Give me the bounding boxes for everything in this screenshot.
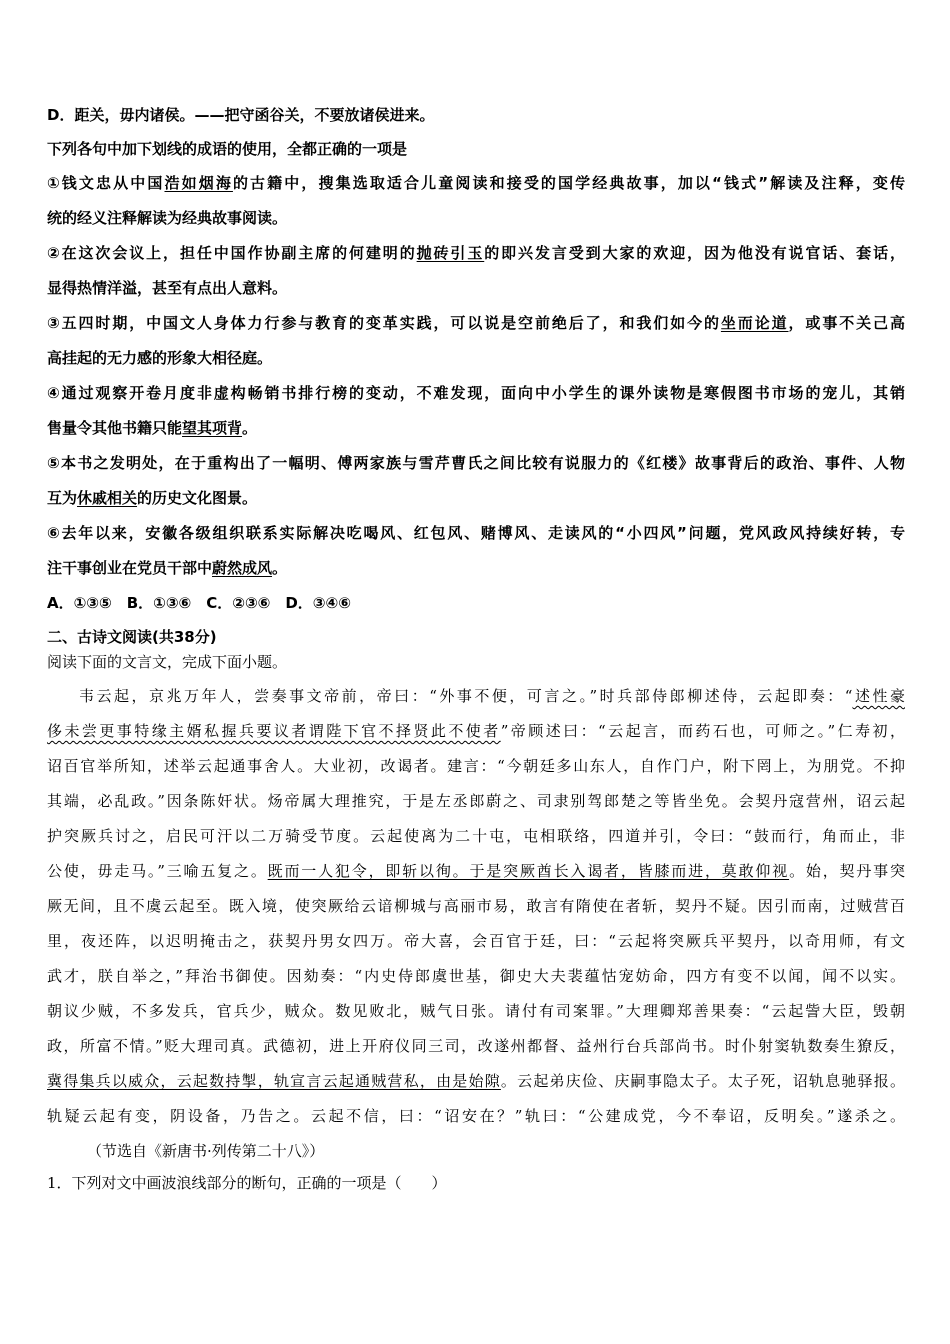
section-title: 二、古诗文阅读(共38分) bbox=[47, 628, 217, 646]
passage-source: （节选自《新唐书·列传第二十八》） bbox=[87, 1142, 325, 1160]
question-stem: 下列各句中加下划线的成语的使用，全都正确的一项是 bbox=[47, 140, 408, 158]
passage-line-2: 侈未尝更事特缘主婿私握兵要议者谓陛下官不择贤此不使者”帝顾述曰：“云起言，而药石也，可师之。”仁寿初， bbox=[47, 722, 905, 740]
passage-line-3: 诏百官举所知，述举云起通事舍人。大业初，改谒者。建言：“今朝廷多山东人，自作门户，附下罔上，为朋党。不抑 bbox=[47, 757, 905, 775]
passage-line-7: 厥无间，且不虞云起至。既入境，使突厥给云谙柳城与高丽市易，敢言有隋使在者斩，契丹不疑。因引而南，过贼营百 bbox=[47, 897, 905, 915]
wavy-segment-1: 述性豪 bbox=[852, 687, 905, 705]
idiom-3: 坐而论道 bbox=[720, 314, 789, 332]
idiom-1: 浩如烟海 bbox=[164, 174, 233, 192]
idiom-4: 望其项背 bbox=[182, 419, 243, 437]
question-1: 1．下列对文中画波浪线部分的断句，正确的一项是（ ） bbox=[47, 1174, 447, 1192]
passage-line-9: 武才，朕自举之，”拜治书御使。因劾奏：“内史侍郎虞世基，御史大夫裴蕴怙宠妨命，四方有变不以闻，闻不以实。 bbox=[47, 967, 905, 985]
sentence-6-cont: 注干事创业在党员干部中蔚然成风。 bbox=[47, 559, 288, 577]
passage-line-8: 里，夜还阵，以迟明掩击之，获契丹男女四万。帝大喜，会百官于廷，曰：“云起将突厥兵平契丹，以奇用师，有文 bbox=[47, 932, 905, 950]
idiom-5: 休戚相关 bbox=[77, 489, 138, 507]
option-d-previous: D．距关，毋内诸侯。——把守函谷关，不要放诸侯进来。 bbox=[47, 106, 435, 124]
passage-line-6: 公使，毋走马。”三喻五复之。既而一人犯令，即斩以徇。于是突厥酋长入谒者，皆膝而进，莫敢仰视。始，契丹事突 bbox=[47, 862, 905, 880]
section-instruction: 阅读下面的文言文，完成下面小题。 bbox=[47, 653, 288, 671]
idiom-6: 蔚然成风 bbox=[212, 559, 273, 577]
passage-line-13: 轨疑云起有变，阴设备，乃告之。云起不信，曰：“诏安在？”轨曰：“公建成党，今不奉诏，反明矣。”遂杀之。 bbox=[47, 1107, 905, 1125]
sentence-3: ③五四时期，中国文人身体力行参与教育的变革实践，可以说是空前绝后了，和我们如今的坐而论道，或事不关己高 bbox=[47, 314, 905, 332]
sentence-1: ①钱文忠从中国浩如烟海的古籍中，搜集选取适合儿童阅读和接受的国学经典故事，加以“钱式”解读及注释，变传 bbox=[47, 174, 905, 192]
underlined-sentence-1: 既而一人犯令，即斩以徇。于是突厥酋长入谒者，皆膝而进，莫敢仰视 bbox=[267, 862, 790, 880]
passage-line-12: 冀得集兵以威众，云起数持掣，轨宣言云起通贼营私，由是始隙。云起弟庆俭、庆嗣事隐太子。太子死，诏轨息驰驿报。 bbox=[47, 1072, 905, 1090]
underlined-sentence-2: 冀得集兵以威众，云起数持掣，轨宣言云起通贼营私，由是始隙 bbox=[47, 1072, 501, 1090]
sentence-4-cont: 售量令其他书籍只能望其项背。 bbox=[47, 419, 258, 437]
passage-line-11: 政，所富不情。”贬大理司真。武德初，进上开府仪同三司，改遂州都督、益州行台兵部尚书。时仆射窦轨数奏生獠反， bbox=[47, 1037, 905, 1055]
passage-line-5: 护突厥兵讨之，启民可汗以二万骑受节度。云起使离为二十屯，屯相联络，四道并引，令曰：“鼓而行，角而止，非 bbox=[47, 827, 905, 845]
sentence-4: ④通过观察开卷月度非虚构畅销书排行榜的变动，不难发现，面向中小学生的课外读物是寒假图书市场的宠儿，其销 bbox=[47, 384, 905, 402]
sentence-1-cont: 统的经义注释解读为经典故事阅读。 bbox=[47, 209, 288, 227]
answer-options: A．①③⑤ B．①③⑥ C．②③⑥ D．③④⑥ bbox=[47, 594, 351, 612]
sentence-5: ⑤本书之发明处，在于重构出了一幅明、傅两家族与雪芹曹氏之间比较有说服力的《红楼》故事背后的政治、事件、人物 bbox=[47, 454, 905, 472]
wavy-segment-2: 侈未尝更事特缘主婿私握兵要议者谓陛下官不择贤此不使者 bbox=[47, 722, 501, 740]
sentence-2-cont: 显得热情洋溢，甚至有点出人意料。 bbox=[47, 279, 288, 297]
sentence-3-cont: 高挂起的无力感的形象大相径庭。 bbox=[47, 349, 273, 367]
sentence-6: ⑥去年以来，安徽各级组织联系实际解决吃喝风、红包风、赌博风、走读风的“小四风”问题，党风政风持续好转，专 bbox=[47, 524, 905, 542]
idiom-2: 抛砖引玉 bbox=[416, 244, 485, 262]
passage-line-1: 韦云起，京兆万年人，尝奏事文帝前，帝曰：“外事不便，可言之。”时兵部侍郎柳述侍，云起即奏：“述性豪 bbox=[79, 687, 905, 705]
passage-line-10: 朝议少贼，不多发兵，官兵少，贼众。数见败北，贼气日张。请付有司案罪。”大理卿郑善果奏：“云起訾大臣，毁朝 bbox=[47, 1002, 905, 1020]
sentence-5-cont: 互为休戚相关的历史文化图景。 bbox=[47, 489, 258, 507]
passage-line-4: 其端，必乱政。”因条陈奸状。炀帝属大理推究，于是左丞郎蔚之、司隶别驾郎楚之等皆坐免。会契丹寇营州，诏云起 bbox=[47, 792, 905, 810]
sentence-2: ②在这次会议上，担任中国作协副主席的何建明的抛砖引玉的即兴发言受到大家的欢迎，因为他没有说官话、套话， bbox=[47, 244, 905, 262]
